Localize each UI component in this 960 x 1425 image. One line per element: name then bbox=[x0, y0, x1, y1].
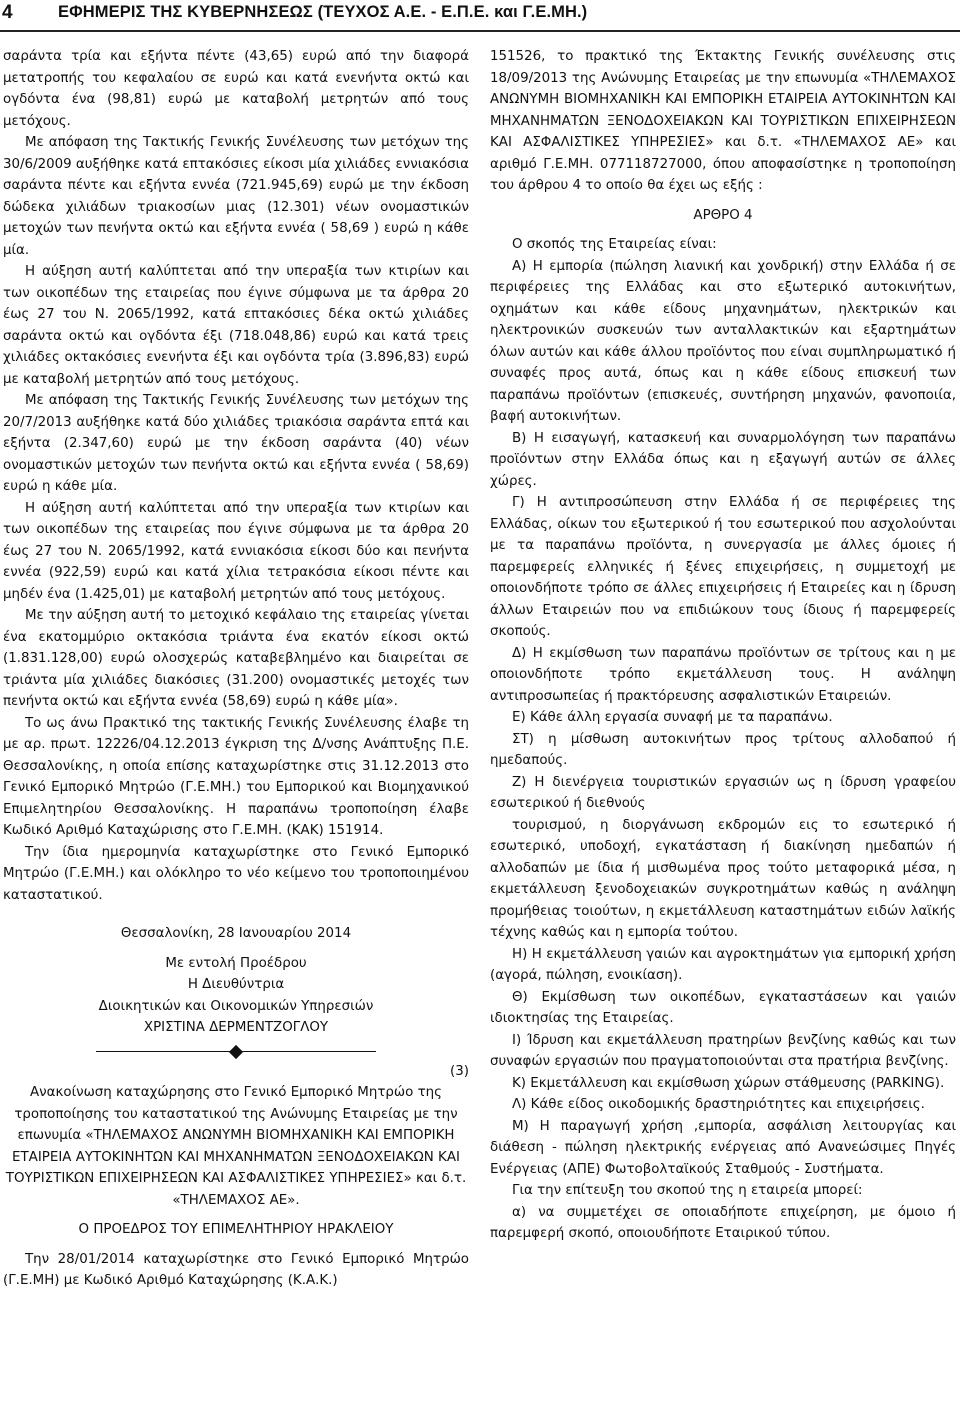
announcement-heading: Ανακοίνωση καταχώρησης στο Γενικό Εμπορικό Μητρώο της τροποποίησης του καταστατικού της Ανώνυμης Εταιρείας με την επωνυμία «ΤΗΛΕΜΑΧΟΣ ΑΝΩΝΥΜΗ ΒΙΟΜΗΧΑΝΙΚΗ ΚΑΙ ΕΜΠΟΡΙΚΗ ΕΤΑΙΡΕΙΑ ΑΥΤΟΚΙΝΗΤΩΝ ΚΑΙ ΜΗΧΑΝΗΜΑΤΩΝ ΞΕΝΟΔΟΧΕΙΑΚΩΝ ΚΑΙ ΤΟΥΡΙΣΤΙΚΩΝ ΕΠΙΧΕΙΡΗΣΕΩΝ ΚΑΙ ΑΣΦΑΛΙΣΤΙΚΕΣ ΥΠΗΡΕΣΙΕΣ» και δ.τ. «ΤΗΛΕΜΑΧΟΣ ΑΕ». bbox=[5, 1085, 467, 1208]
page-header bbox=[0, 0, 960, 34]
paragraph: Με απόφαση της Τακτικής Γενικής Συνέλευσης των μετόχων της 30/6/2009 αυξήθηκε κατά επτακόσιες είκοσι μία χιλιάδες εννιακόσια σαράντα πέντε και εξήντα εννέα (721.945,69) ευρώ με την έκδοση δώδεκα χιλιάδων τριακοσίων μιας (12.301) νέων ονομαστικών μετοχών των πενήντα οκτώ και εξήντα εννέα ( 58,69 ) ευρώ η κάθε μία. bbox=[3, 135, 469, 258]
paragraph: Για την επίτευξη του σκοπού της η εταιρεία μπορεί: bbox=[512, 1183, 863, 1198]
paragraph: τουρισμού, η διοργάνωση εκδρομών εις το εσωτερικό ή εσωτερικό, υποδοχή, εγκατάσταση ή διακίνηση ημεδαπών ή αλλοδαπών με ίδια ή μισθωμένα προς τούτο μεταφορικά μέσα, η εκμετάλλευση ξενοδοχειακών συγκροτημάτων καθώς η ανάληψη προμήθειας τοιούτων, η εκμετάλλευση καταστημάτων ειδών λαϊκής τέχνης καθώς και η εμπορία τούτου. bbox=[490, 817, 956, 940]
paragraph: Με απόφαση της Τακτικής Γενικής Συνέλευσης των μετόχων της 20/7/2013 αυξήθηκε κατά δύο χιλιάδες τριακόσια σαράντα επτά και εξήντα (2.347,60) ευρώ με την έκδοση σαράντα (40) νέων ονομαστικών μετοχών των πενήντα οκτώ και εξήντα εννέα ( 58,69) ευρώ η κάθε μία. bbox=[3, 393, 469, 494]
paragraph: ΣΤ) η μίσθωση αυτοκινήτων προς τρίτους αλλοδαπού ή ημεδαπούς. bbox=[490, 731, 956, 768]
paragraph: Κ) Εκμετάλλευση και εκμίσθωση χώρων στάθμευσης (PARKING). bbox=[512, 1075, 945, 1091]
paragraph: σαράντα τρία και εξήντα πέντε (43,65) ευρώ από την διαφορά μετατροπής του κεφαλαίου σε ευρώ και κατά ενενήντα οκτώ και ογδόντα ένα (98,81) ευρώ με καταβολή μετρητών από τους μετόχους. bbox=[3, 49, 469, 129]
right-column bbox=[490, 46, 956, 1425]
paragraph: Β) Η εισαγωγή, κατασκευή και συναρμολόγηση των παραπάνω προϊόντων στην Ελλάδα όπως και η εξαγωγή αυτών σε άλλες χώρες. bbox=[490, 430, 956, 489]
header-rule bbox=[0, 30, 960, 32]
signature-place-date: Θεσσαλονίκη, 28 Ιανουαρίου 2014 bbox=[120, 926, 352, 941]
paragraph: 151526, το πρακτικό της Έκτακτης Γενικής συνέλευσης στις 18/09/2013 της Ανώνυμης Εταιρείας με την επωνυμία «ΤΗΛΕΜΑΧΟΣ ΑΝΩΝΥΜΗ ΒΙΟΜΗΧΑΝΙΚΗ ΚΑΙ ΕΜΠΟΡΙΚΗ ΕΤΑΙΡΕΙΑ ΑΥΤΟΚΙΝΗΤΩΝ ΚΑΙ ΜΗΧΑΝΗΜΑΤΩΝ ΞΕΝΟΔΟΧΕΙΑΚΩΝ ΚΑΙ ΤΟΥΡΙΣΤΙΚΩΝ ΕΠΙΧΕΙΡΗΣΕΩΝ ΚΑΙ ΑΣΦΑΛΙΣΤΙΚΕΣ ΥΠΗΡΕΣΙΕΣ» και δ.τ. «ΤΗΛΕΜΑΧΟΣ ΑΕ» και αριθμό Γ.Ε.ΜΗ. 077118727000, όπου αποφασίστηκε η τροποποίηση του άρθρου 4 το οποίο θα έχει ως εξής : bbox=[490, 49, 956, 193]
paragraph: α) να συμμετέχει σε οποιαδήποτε επιχείρηση, με όμοιο ή παρεμφερή σκοπό, οποιουδήποτε Εταιρικού τύπου. bbox=[490, 1204, 956, 1241]
paragraph: Η) Η εκμετάλλευση γαιών και αγροκτημάτων για εμπορική χρήση (αγορά, πώληση, ενοικίαση). bbox=[490, 946, 956, 983]
paragraph: Γ) Η αντιπροσώπευση στην Ελλάδα ή σε περιφέρειες της Ελλάδας, οίκων του εξωτερικού ή του εσωτερικού που ασχολούνται με τα παραπάνω προϊόντα, η συνεργασία με άλλες όμοιες ή παρεμφερείς ελληνικές ή ξένες επιχειρήσεις, η συμμετοχή με οποιονδήποτε τρόπο σε άλλες επιχειρήσεις ή Εταιρείες και η ίδρυση άλλων Εταιρειών που να επιδιώκουν τους ίδιους ή παρεμφερείς σκοπούς. bbox=[490, 495, 956, 639]
paragraph: Με την αύξηση αυτή το μετοχικό κεφάλαιο της εταιρείας γίνεται ένα εκατομμύριο οκτακόσια τριάντα ένα εκατόν είκοσι οκτώ (1.831.128,00) ευρώ ολοσχερώς καταβεβλημένο και διαιρείται σε τριάντα μία χιλιάδες διακόσιες (31.200) ονομαστικές μετοχές των πενήντα οκτώ και εξήντα εννέα (58,69) ευρώ η κάθε μία». bbox=[3, 608, 469, 709]
diamond-icon bbox=[229, 1044, 243, 1058]
paragraph: Α) Η εμπορία (πώληση λιανική και χονδρική) στην Ελλάδα ή σε περιφέρειες της Ελλάδας και στο εξωτερικό αυτοκινήτων, οχημάτων και κάθε είδους μηχανημάτων, ηλεκτρικών και ηλεκτρονικών συσκευών των ανταλλακτικών και εξαρτημάτων όλων αυτών και κάθε άλλου προϊόντος που είναι συμπληρωματικό ή συναφές προς αυτά, όπως και η κάθε είδους επισκευή των παραπάνω προϊόντων (επισκευές, συντήρηση μηχανών, φανοποιία, βαφή αυτοκινήτων. bbox=[490, 258, 956, 424]
gazette-title: ΕΦΗΜΕΡΙΣ ΤΗΣ ΚΥΒΕΡΝΗΣΕΩΣ (ΤΕΥΧΟΣ Α.Ε. - Ε.Π.Ε. και Γ.Ε.ΜΗ.) bbox=[58, 3, 588, 21]
signature-line: Η Διευθύντρια bbox=[187, 977, 285, 992]
paragraph: Η αύξηση αυτή καλύπτεται από την υπεραξία των κτιρίων και των οικοπέδων της εταιρείας που έγινε σύμφωνα με τα άρθρα 20 έως 27 του Ν. 2065/1992, κατά επτακόσιες δέκα οκτώ χιλιάδες σαράντα οκτώ και ογδόντα έξι (718.048,86) ευρώ και κατά τρεις χιλιάδες οκτακόσιες ενενήντα έξι και ογδόντα τρία (3.896,83) ευρώ με καταβολή μετρητών από τους μετόχους. bbox=[3, 264, 469, 387]
paragraph: Η αύξηση αυτή καλύπτεται από την υπεραξία των κτιρίων και των οικοπέδων της εταιρείας που έγινε σύμφωνα με τα άρθρα 20 έως 27 του Ν. 2065/1992, κατά εννιακόσια είκοσι δύο και πενήντα εννέα (922,59) ευρώ και κατά χίλια τετρακόσια είκοσι πέντε και μηδέν ένα (1.425,01) με καταβολή μετρητών από τους μετόχους. bbox=[3, 500, 469, 602]
paragraph: Ι) Ίδρυση και εκμετάλλευση πρατηρίων βενζίνης καθώς και των συναφών εργασιών που πραγματοποιούνται στα πρατήρια βενζίνης. bbox=[490, 1032, 956, 1069]
signature-line: Με εντολή Προέδρου bbox=[165, 955, 307, 971]
paragraph: Ο σκοπός της Εταιρείας είναι: bbox=[512, 237, 717, 252]
article-heading: ΑΡΘΡΟ 4 bbox=[693, 207, 753, 223]
paragraph: Την 28/01/2014 καταχωρίστηκε στο Γενικό Εμπορικό Μητρώο (Γ.Ε.ΜΗ) με Κωδικό Αριθμό Καταχώρησης (Κ.Α.Κ.) bbox=[3, 1251, 469, 1288]
paragraph: Δ) Η εκμίσθωση των παραπάνω προϊόντων σε τρίτους και η με οποιονδήποτε τρόπο εκμετάλλευση τους. Η ανάληψη αντιπροσωπείας ή πρακτόρευσης ασφαλιστικών Εταιρειών. bbox=[490, 645, 956, 704]
section-divider bbox=[96, 1045, 376, 1059]
paragraph: Το ως άνω Πρακτικό της τακτικής Γενικής Συνέλευσης έλαβε τη με αρ. πρωτ. 12226/04.12.2013 έγκριση της Δ/νσης Ανάπτυξης Π.Ε. Θεσσαλονίκης, η οποία επίσης καταχωρίστηκε στις 31.12.2013 στο Γενικό Εμπορικό Μητρώο (Γ.Ε.ΜΗ.) του Εμπορικού και Βιομηχανικού Επιμελητηρίου Θεσσαλονίκης. Η παραπάνω τροποποίηση έλαβε Κωδικό Αριθμό Καταχώρισης στο Γ.Ε.ΜΗ. (ΚΑΚ) 151914. bbox=[3, 715, 469, 838]
issuer-heading: Ο ΠΡΟΕΔΡΟΣ ΤΟΥ ΕΠΙΜΕΛΗΤΗΡΙΟΥ ΗΡΑΚΛΕΙΟΥ bbox=[78, 1222, 394, 1237]
paragraph: Την ίδια ημερομηνία καταχωρίστηκε στο Γενικό Εμπορικό Μητρώο (Γ.Ε.ΜΗ.) και ολόκληρο το νέο κείμενο του τροποποιημένου καταστατικού. bbox=[3, 844, 469, 903]
left-column bbox=[3, 46, 469, 1425]
paragraph: Ζ) Η διενέργεια τουριστικών εργασιών ως η ίδρυση γραφείου εσωτερικού ή διεθνούς bbox=[490, 774, 956, 811]
page-number: 4 bbox=[2, 2, 13, 23]
signature-line: Διοικητικών και Οικονομικών Υπηρεσιών bbox=[98, 998, 374, 1014]
signatory-name: ΧΡΙΣΤΙΝΑ ΔΕΡΜΕΝΤΖΟΓΛΟΥ bbox=[143, 1020, 329, 1035]
paragraph: Λ) Κάθε είδος οικοδομικής δραστηριότητες και επιχειρήσεις. bbox=[512, 1097, 925, 1112]
paragraph: Μ) Η παραγωγή χρήση ,εμπορία, ασφάλιση λειτουργίας και διάθεση - πώληση ηλεκτρικής ενέργειας από Ανανεώσιμες Πηγές Ενέργειας (ΑΠΕ) Φωτοβολταϊκούς Σταθμούς - Συστήματα. bbox=[490, 1118, 956, 1177]
item-number: (3) bbox=[450, 1063, 469, 1079]
paragraph: Ε) Κάθε άλλη εργασία συναφή με τα παραπάνω. bbox=[512, 710, 833, 725]
paragraph: Θ) Εκμίσθωση των οικοπέδων, εγκαταστάσεων και γαιών ιδιοκτησίας της Εταιρείας. bbox=[490, 989, 956, 1026]
